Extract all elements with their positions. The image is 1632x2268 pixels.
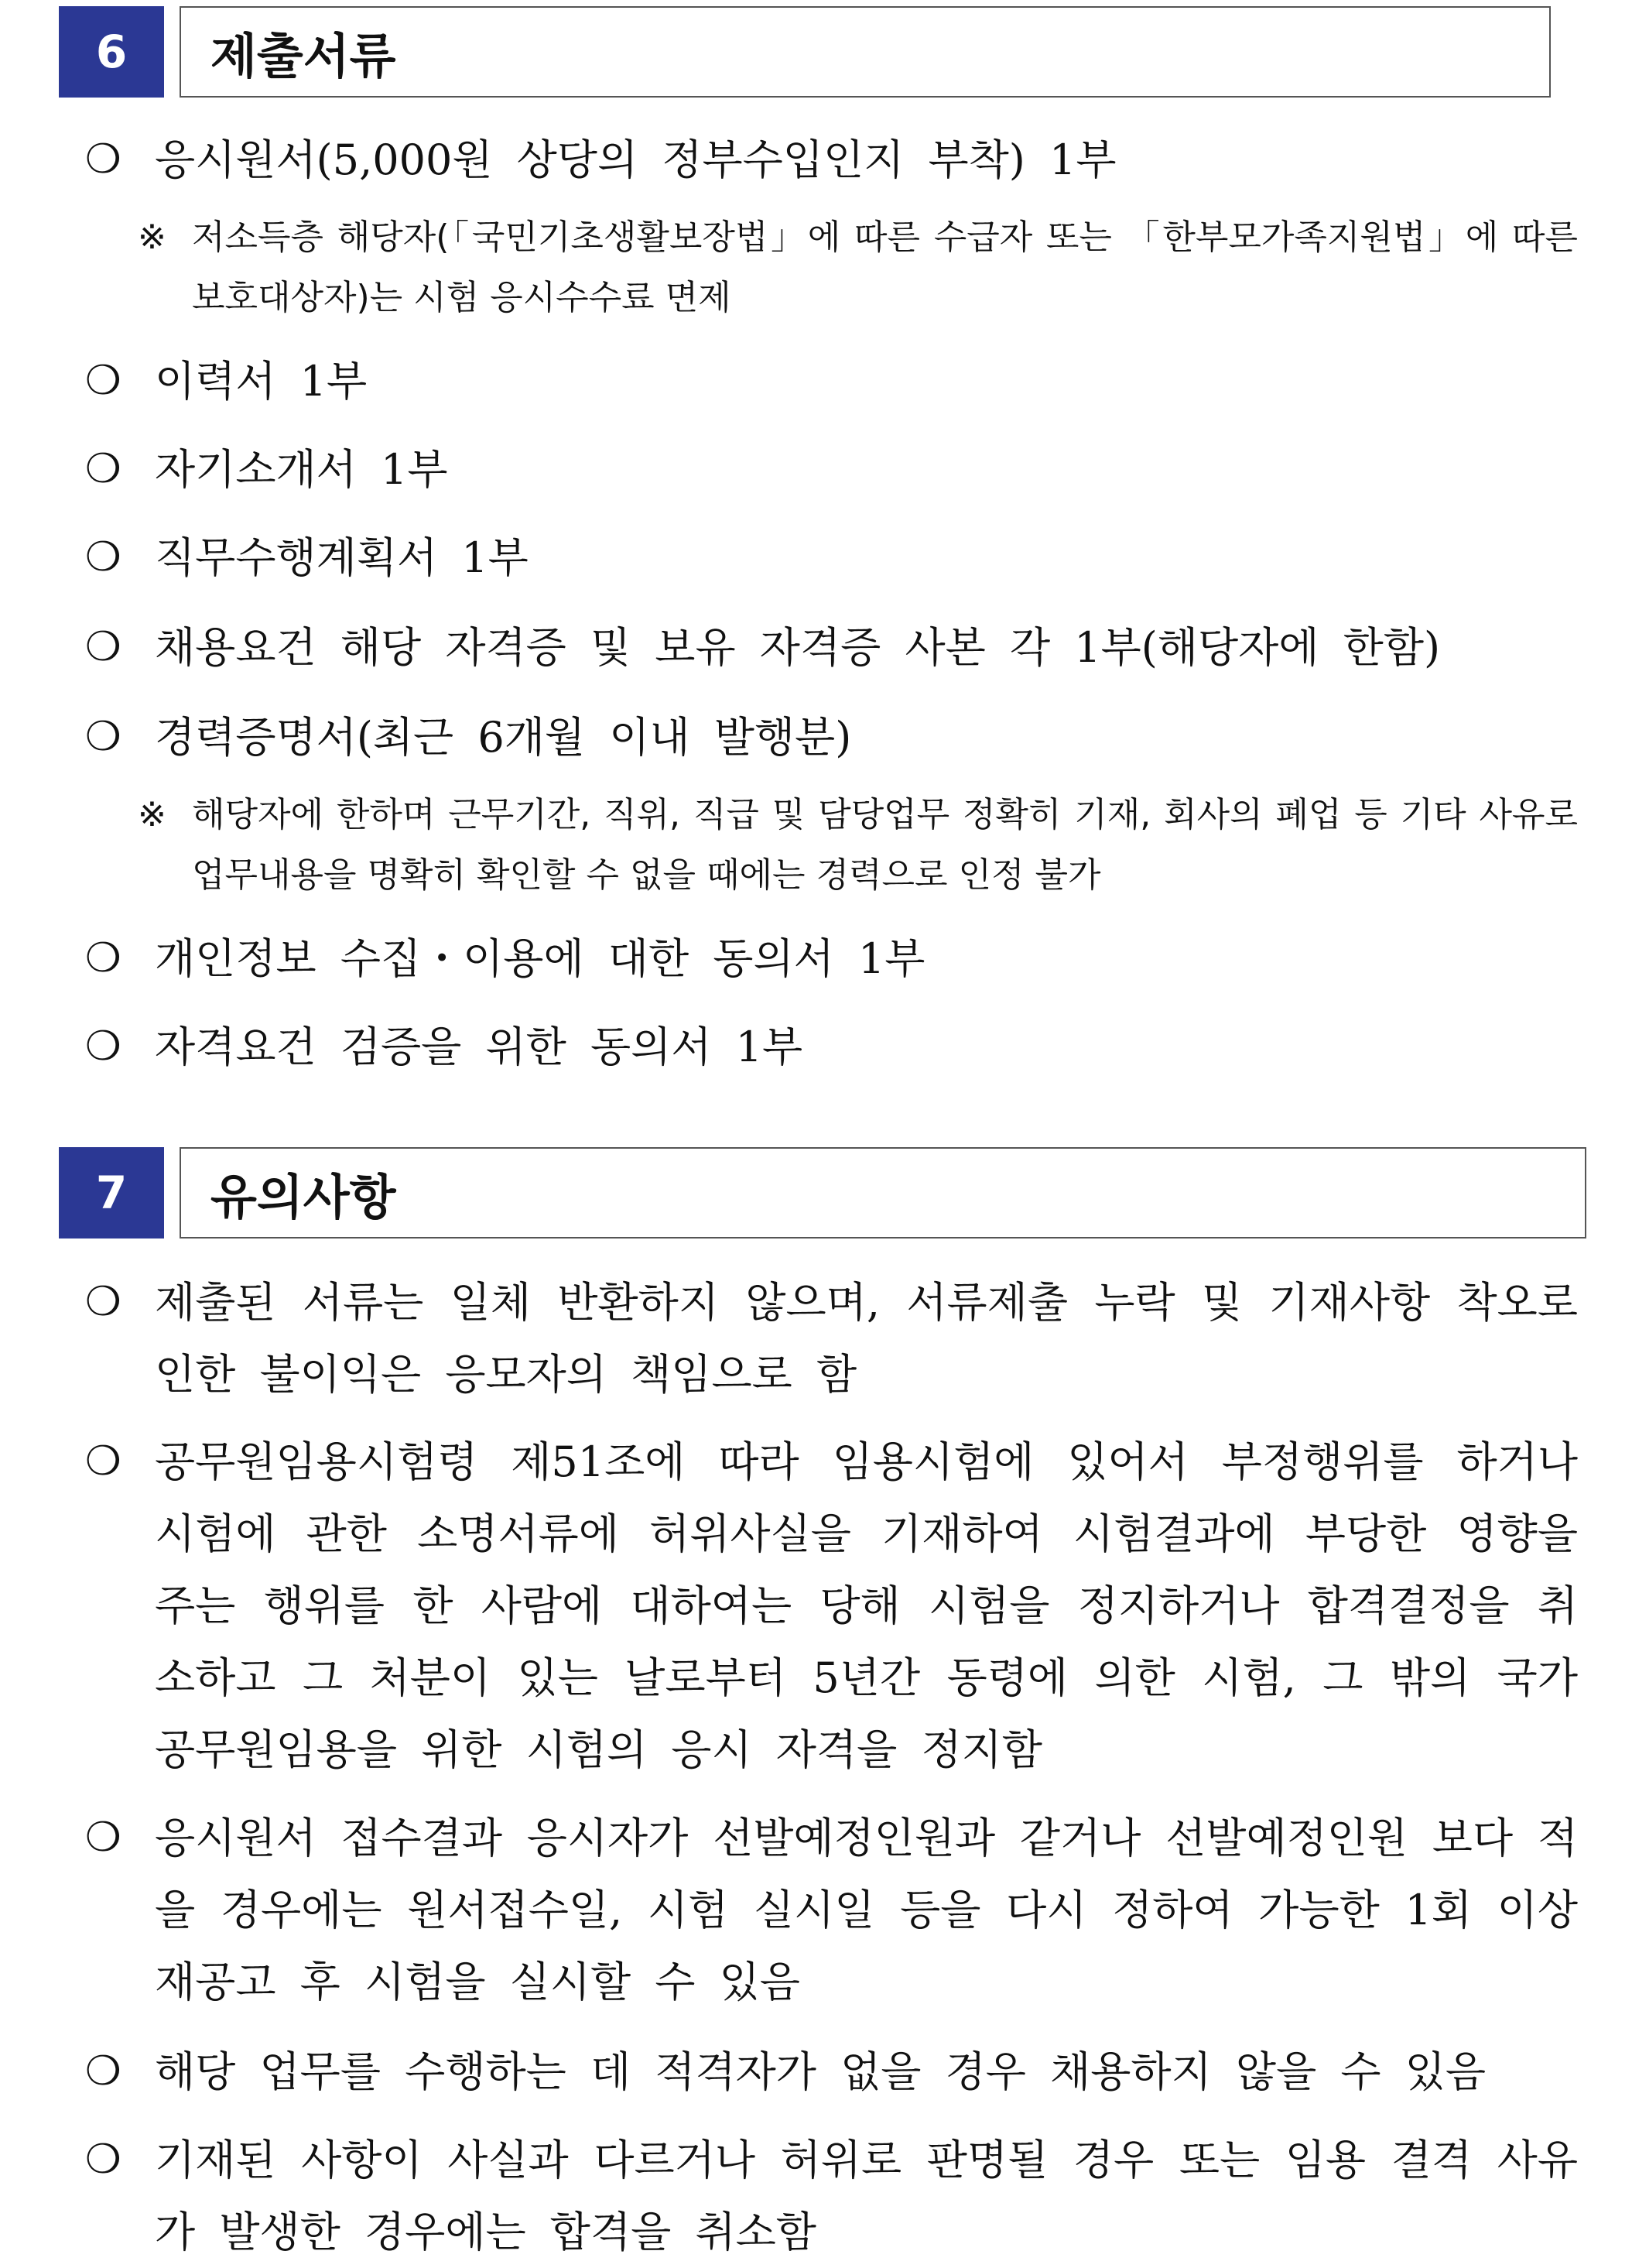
- circle-bullet-icon: ❍: [85, 534, 121, 581]
- circle-bullet-icon: ❍: [85, 1023, 121, 1070]
- list-item: ❍ 공무원임용시험령 제51조에 따라 임용시험에 있어서 부정행위를 하거나 시험에 관한 소명서류에 허위사실을 기재하여 시험결과에 부당한 영향을 주는 행위를 한 사람에 대하여는 당해 시험을 정지하거나 합격결정을 취소하고 그 처분이 있는 날로부터 5년간 동령에 의한 시험, 그 밖의 국가공무원임용을 위한 시험의 응시 자격을 정지함: [85, 1426, 1578, 1786]
- circle-bullet-icon: ❍: [85, 2048, 121, 2095]
- list-item: ❍ 응시원서 접수결과 응시자가 선발예정인원과 같거나 선발예정인원 보다 적을 경우에는 원서접수일, 시험 실시일 등을 다시 정하여 가능한 1회 이상 재공고 후 시험을 실시할 수 있음: [85, 1802, 1578, 2018]
- circle-bullet-icon: ❍: [85, 624, 121, 670]
- list-item: ❍ 채용요건 해당 자격증 및 보유 자격증 사본 각 1부(해당자에 한함): [85, 612, 1578, 683]
- list-item: ❍ 기재된 사항이 사실과 다르거나 허위로 판명될 경우 또는 임용 결격 사유가 발생한 경우에는 합격을 취소함: [85, 2124, 1578, 2268]
- circle-bullet-icon: ❍: [85, 446, 121, 492]
- reference-mark-icon: ※: [138, 218, 166, 257]
- list-item: ❍ 응시원서(5,000원 상당의 정부수입인지 부착) 1부: [85, 124, 1578, 196]
- list-item: ❍ 개인정보 수집・이용에 대한 동의서 1부: [85, 923, 1578, 995]
- section-7-title: 유의사항: [180, 1147, 1586, 1238]
- reference-mark-icon: ※: [138, 795, 166, 834]
- list-item: ❍ 직무수행계획서 1부: [85, 522, 1578, 594]
- list-item: ❍ 이력서 1부: [85, 345, 1578, 417]
- list-item: ❍ 해당 업무를 수행하는 데 적격자가 없을 경우 채용하지 않을 수 있음: [85, 2036, 1578, 2108]
- circle-bullet-icon: ❍: [85, 358, 121, 404]
- note-item: ※ 저소득층 해당자(「국민기초생활보장법」에 따른 수급자 또는 「한부모가족지원법」에 따른 보호대상자)는 시험 응시수수료 면제: [138, 207, 1578, 328]
- circle-bullet-icon: ❍: [85, 935, 121, 982]
- list-item: ❍ 경력증명서(최근 6개월 이내 발행분): [85, 701, 1578, 773]
- section-6-title: 제출서류: [180, 6, 1551, 98]
- section-7-number: 7: [59, 1147, 164, 1238]
- circle-bullet-icon: ❍: [85, 1279, 121, 1325]
- list-item: ❍ 자기소개서 1부: [85, 433, 1578, 505]
- circle-bullet-icon: ❍: [85, 136, 121, 183]
- list-item: ❍ 자격요건 검증을 위한 동의서 1부: [85, 1011, 1578, 1083]
- circle-bullet-icon: ❍: [85, 714, 121, 760]
- note-item: ※ 해당자에 한하며 근무기간, 직위, 직급 및 담당업무 정확히 기재, 회사의 폐업 등 기타 사유로 업무내용을 명확히 확인할 수 없을 때에는 경력으로 인정 불가: [138, 785, 1578, 906]
- circle-bullet-icon: ❍: [85, 1438, 121, 1485]
- section-6-number: 6: [59, 6, 164, 98]
- circle-bullet-icon: ❍: [85, 1814, 121, 1861]
- circle-bullet-icon: ❍: [85, 2136, 121, 2183]
- list-item: ❍ 제출된 서류는 일체 반환하지 않으며, 서류제출 누락 및 기재사항 착오로 인한 불이익은 응모자의 책임으로 함: [85, 1266, 1578, 1410]
